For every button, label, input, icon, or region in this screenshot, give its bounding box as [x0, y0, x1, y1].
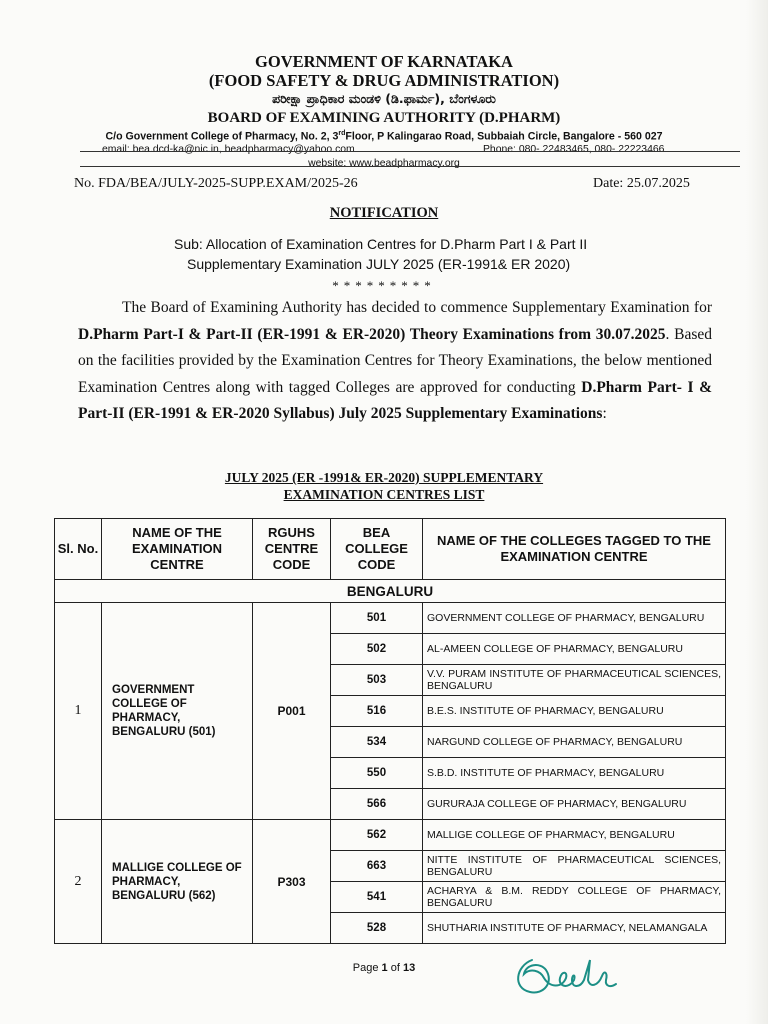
- header-rule: [80, 151, 740, 152]
- signature-mark: [510, 950, 620, 1003]
- kannada-title: ಪರೀಕ್ಷಾ ಪ್ರಾಧಿಕಾರ ಮಂಡಳಿ (ಡಿ.ಫಾರ್ಮ), ಬೆಂಗಳೂರು: [272, 91, 496, 106]
- college-name: NARGUND COLLEGE OF PHARMACY, BENGALURU: [423, 727, 726, 758]
- bea-code: 528: [331, 913, 423, 944]
- subject-line-1: Sub: Allocation of Examination Centres for D.Pharm Part I & Part II: [174, 236, 588, 252]
- college-name: GURURAJA COLLEGE OF PHARMACY, BENGALURU: [423, 789, 726, 820]
- table-row: [55, 820, 726, 851]
- centres-list-title: JULY 2025 (ER -1991& ER-2020) SUPPLEMENTARY EXAMINATION CENTRES LIST: [224, 470, 544, 502]
- dept-title: (FOOD SAFETY & DRUG ADMINISTRATION): [208, 71, 560, 90]
- rguhs-code: P001: [253, 603, 331, 820]
- bea-code: 534: [331, 727, 423, 758]
- website-text: website: www.beadpharmacy.org: [308, 157, 460, 169]
- college-name: ACHARYA & B.M. REDDY COLLEGE OF PHARMACY, BENGALURU: [423, 882, 726, 913]
- sl-number: 1: [55, 603, 102, 820]
- college-name: S.B.D. INSTITUTE OF PHARMACY, BENGALURU: [423, 758, 726, 789]
- board-title: BOARD OF EXAMINING AUTHORITY (D.PHARM): [207, 110, 561, 126]
- notification-date: Date: 25.07.2025: [593, 176, 690, 191]
- bea-code: 562: [331, 820, 423, 851]
- college-name: GOVERNMENT COLLEGE OF PHARMACY, BENGALURU: [423, 603, 726, 634]
- college-name: V.V. PURAM INSTITUTE OF PHARMACEUTICAL SCIENCES, BENGALURU: [423, 665, 726, 696]
- college-name: AL-AMEEN COLLEGE OF PHARMACY, BENGALURU: [423, 634, 726, 665]
- col-header-centre: NAME OF THE EXAMINATION CENTRE: [102, 519, 253, 580]
- bea-code: 516: [331, 696, 423, 727]
- bea-code: 541: [331, 882, 423, 913]
- phone-text: Phone: 080- 22483465, 080- 22223466: [483, 143, 665, 155]
- college-name: MALLIGE COLLEGE OF PHARMACY, BENGALURU: [423, 820, 726, 851]
- bea-code: 550: [331, 758, 423, 789]
- header-rule-lower: [80, 166, 740, 167]
- centre-name: GOVERNMENT COLLEGE OF PHARMACY, BENGALURU (501): [102, 603, 253, 820]
- subject-line-2: Supplementary Examination JULY 2025 (ER-1991& ER 2020): [187, 256, 571, 272]
- email-text: email: bea.dcd-ka@nic.in, beadpharmacy@yahoo.com: [102, 143, 355, 155]
- college-name: B.E.S. INSTITUTE OF PHARMACY, BENGALURU: [423, 696, 726, 727]
- table-header-row: [55, 519, 726, 580]
- sl-number: 2: [55, 820, 102, 944]
- centre-name: MALLIGE COLLEGE OF PHARMACY, BENGALURU (562): [102, 820, 253, 944]
- college-name: NITTE INSTITUTE OF PHARMACEUTICAL SCIENCES, BENGALURU: [423, 851, 726, 882]
- separator-stars: *********: [332, 278, 436, 293]
- bea-code: 663: [331, 851, 423, 882]
- body-paragraph: The Board of Examining Authority has decided to commence Supplementary Examination for D.Pharm Part-I & Part-II (ER-1991 & ER-2020) Theory Examinations from 30.07.2025. Based on the facilities provided by the Examination Centres for Theory Examinations, the below mentioned Examination Centres along with tagged Colleges are approved for conducting D.Pharm Part- I & Part-II (ER-1991 & ER-2020 Syllabus) July 2025 Supplementary Examinations:: [78, 299, 712, 422]
- bea-code: 566: [331, 789, 423, 820]
- exam-centres-table: [54, 518, 726, 944]
- col-header-rguhs: RGUHS CENTRE CODE: [253, 519, 331, 580]
- bea-code: 503: [331, 665, 423, 696]
- rguhs-code: P303: [253, 820, 331, 944]
- col-header-colleges: NAME OF THE COLLEGES TAGGED TO THE EXAMINATION CENTRE: [423, 519, 726, 580]
- gov-title: GOVERNMENT OF KARNATAKA: [255, 52, 513, 71]
- col-header-bea: BEA COLLEGE CODE: [331, 519, 423, 580]
- notification-heading: NOTIFICATION: [329, 205, 439, 221]
- reference-number: No. FDA/BEA/JULY-2025-SUPP.EXAM/2025-26: [74, 176, 358, 191]
- page-number: Page 1 of 13: [352, 962, 416, 974]
- bea-code: 501: [331, 603, 423, 634]
- col-header-sl: Sl. No.: [55, 519, 102, 580]
- table-row: [55, 603, 726, 634]
- bea-code: 502: [331, 634, 423, 665]
- region-row: BENGALURU: [55, 580, 726, 603]
- address: C/o Government College of Pharmacy, No. 2, 3rdFloor, P Kalingarao Road, Subbaiah Circle, Bangalore - 560 027: [105, 130, 663, 143]
- college-name: SHUTHARIA INSTITUTE OF PHARMACY, NELAMANGALA: [423, 913, 726, 944]
